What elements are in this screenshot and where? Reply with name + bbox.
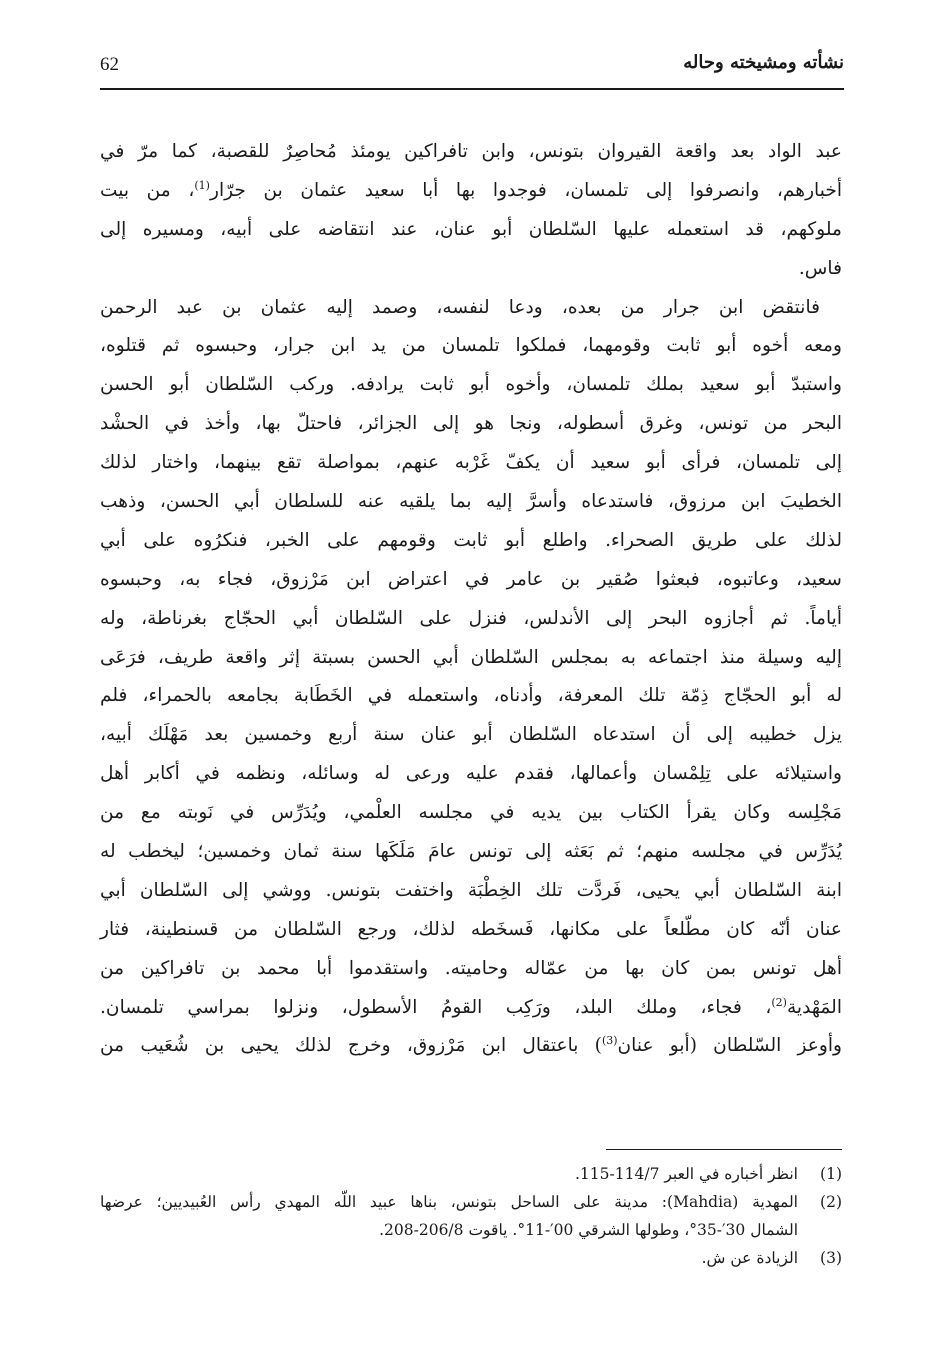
footnote-ref: (1) (194, 178, 210, 192)
text-line: سعيد، وعاتبوه، فبعثوا صُقير بن عامر في اعتراض ابن مَرْزوق، فجاء به، وحبسوه (100, 568, 842, 590)
footnote-text: المهدية (Mahdia): مدينة على الساحل بتونس، بناها عبيد اللّه المهدي رأس العُبيديين؛ عرضها (100, 1193, 798, 1211)
text-line: واستبدّ أبو سعيد بملك تلمسان، وأخوه أبو ثابت يرادفه. وركب السّلطان أبو الحسن (100, 374, 842, 396)
text-line: ومعه أخوه أبو ثابت وقومهما، فملكوا تلمسان من يد ابن جرار، وحبسوه ثم قتلوه، (100, 335, 842, 357)
footnote-ref: (3) (601, 1034, 618, 1048)
text-line: له أبو الحجّاج ذِمّة تلك المعرفة، وأدناه، واستعمله في الخَطَابة بجامعه بالحمراء، فلم (100, 685, 842, 707)
text-line: ابنة السّلطان أبي يحيى، فَردَّت تلك الخِطْبَة واختفت بتونس. ووشي إلى السّلطان أبي (100, 879, 842, 901)
footnote (100, 1244, 842, 1272)
main-text (100, 133, 842, 1066)
footnote (100, 1160, 842, 1188)
text-line: فاس. (798, 257, 842, 279)
text-line: وأوعز السّلطان (أبو عنان$^{(3)}$) باعتقال ابن مَرْزوق، وخرج لذلك يحيى بن شُعَيب من (100, 1034, 842, 1057)
text-line: إلى تلمسان، فرأى أبو سعيد أن يكفّ غَرْبه عنهم، بمواصلة تقع بينهما، واختار لذلك (100, 452, 842, 474)
text-line: يُدَرِّس في مجلسه منهم؛ ثم بَعَثه إلى تونس عامَ مَلَكَها سنة ثمان وخمسين؛ ليخطب له (100, 841, 842, 863)
footnote-text: الشمال 30′-35°، وطولها الشرقي 00′-11°. ياقوت 206/8-208. (379, 1221, 798, 1239)
text-line: إليه وسيلة منذ اجتماعه به بمجلس السّلطان أبي الحسن بسبتة إثر واقعة طريف، فرَعَى (100, 646, 842, 668)
text-line: أخبارهم، وانصرفوا إلى تلمسان، فوجدوا بها أبا سعيد عثمان بن جرّار$^{(1)}$، من بيت (100, 178, 842, 201)
footnote-text: الزيادة عن ش. (701, 1249, 798, 1267)
text-line: لذلك على طريق الصحراء. واطلع أبو ثابت وقومهم على الخبر، فنكرُوه على أبي (100, 529, 842, 551)
running-title: نشأته ومشيخته وحاله (683, 52, 844, 73)
text-line: فانتقض ابن جرار من بعده، ودعا لنفسه، وصمد إليه عثمان بن عبد الرحمن (100, 296, 820, 318)
footnote-divider (606, 1149, 842, 1150)
footnote-number: (2) (820, 1193, 842, 1211)
text-line: عبد الواد بعد واقعة القيروان بتونس، وابن تافراكين يومئذ مُحاصِرٌ للقصبة، كما مرّ في (100, 141, 842, 162)
footnote-number: (1) (820, 1165, 842, 1183)
footnote-text: انظر أخباره في العبر 114/7-115. (574, 1165, 798, 1183)
footnotes (100, 1160, 842, 1272)
text-line: واستيلائه على تِلِمْسان وأعمالها، فقدم عليه ورعى له وسائله، ونظمه في أكابر أهل (100, 763, 842, 785)
footnote-ref: (2) (771, 995, 787, 1009)
text-line: البحر من تونس، وغرق أسطوله، ونجا هو إلى الجزائر، فاحتلّ بها، وأخذ في الحشْد (100, 413, 842, 435)
text-line: المَهْدية$^{(2)}$، فجاء، وملك البلد، ورَكِب القومُ الأسطول، ونزلوا بمراسي تلمسان. (100, 995, 842, 1018)
text-line: يزل خطيبه إلى أن استدعاه السّلطان أبو عنان سنة أربع وخمسين بعد مَهْلَك أبيه، (100, 724, 842, 746)
text-line: أهل تونس بمن كان بها من عمّاله وحاميته. واستقدموا أبا محمد بن تافراكين من (100, 957, 842, 979)
footnote-number: (3) (820, 1249, 842, 1267)
text-line: عنان أنّه كان مطّلعاً على مكانها، فَسخَطه لذلك، ورجع السّلطان من قسنطينة، فثار (100, 918, 842, 940)
footnote (100, 1188, 842, 1244)
text-line: الخطيبَ ابن مرزوق، فاستدعاه وأسرَّ إليه بما يلقيه عنه للسلطان أبي الحسن، وذهب (100, 491, 842, 513)
text-line: مَجْلِسه وكان يقرأ الكتاب بين يديه في مجلسه العلْمي، ويُدَرِّس في نَوبته مع من (100, 802, 842, 824)
page-header (100, 48, 844, 90)
text-line: أياماً. ثم أجازوه البحر إلى الأندلس، فنزل على السّلطان أبي الحجّاج بغرناطة، وله (100, 607, 842, 629)
page-number: 62 (100, 54, 119, 75)
text-line: ملوكهم، قد استعمله عليها السّلطان أبو عنان، عند انتقاضه على أبيه، ومسيره إلى (100, 218, 842, 240)
